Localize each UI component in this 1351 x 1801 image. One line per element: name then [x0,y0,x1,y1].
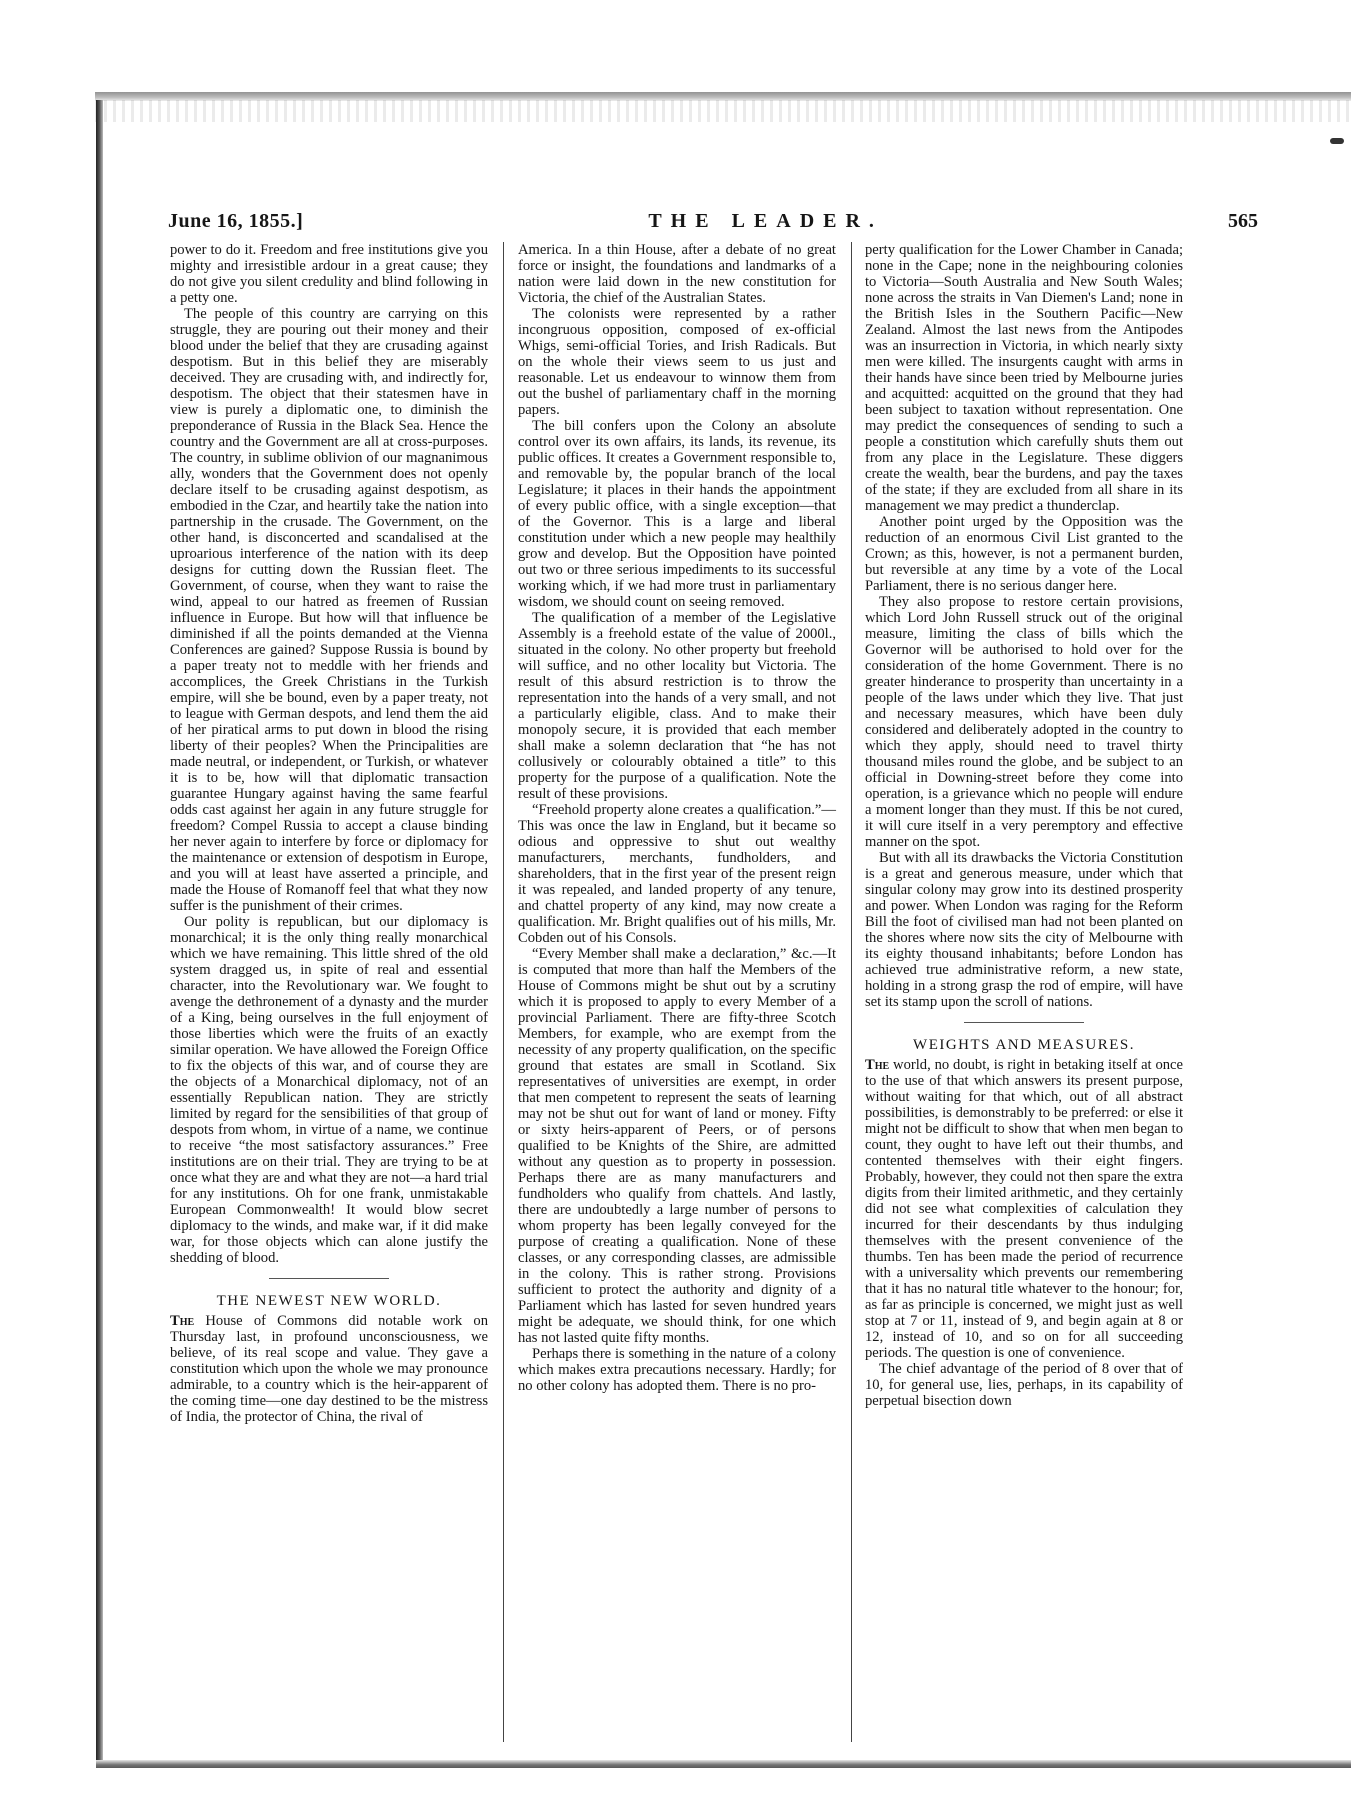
section-paragraph [170,1313,488,1425]
section-divider [269,1278,389,1279]
scan-edge-left [96,100,103,1760]
scan-shadow-top [95,100,1351,122]
paragraph: Our polity is republican, but our diplomacy is monarchical; it is the only thing really monarchical which we have remaining. This little shred of the old system dragged us, in spite of real and essential character, into the Revolutionary war. We fought to avenge the dethronement of a dynasty and the murder of a King, being ourselves in the full enjoyment of those liberties which were the fruits of an exactly similar operation. We have allowed the Foreign Office to fix the objects of this war, and of course they are the objects of a Monarchical diplomacy, not of an essentially Republican nation. They are strictly limited by regard for the sensibilities of that group of despots from whom, in virtue of a name, we continue to receive “the most satisfactory assurances.” Free institutions are on their trial. They are trying to be at once what they are and what they are not—a hard trial for any institutions. Oh for one frank, unmistakable European Commonwealth! It would blow secret diplomacy to the winds, and make war, if it did make war, for those objects which can alone justify the shedding of blood. [170,914,488,1266]
lead-word: The [865,1057,890,1073]
paragraph: power to do it. Freedom and free institutions give you mighty and irresistible ardour in a great cause; they do not give you silent credulity and blind following in a petty one. [170,242,488,306]
section-heading: WEIGHTS AND MEASURES. [913,1037,1135,1053]
paragraph: America. In a thin House, after a debate of no great force or insight, the foundations and landmarks of a nation were laid down in the new constitution for Victoria, the chief of the Australian States. [518,242,836,306]
ink-mark [1330,138,1344,144]
paragraph: “Freehold property alone creates a qualification.”—This was once the law in England, but it became so odious and oppressive to shut out wealthy manufacturers, merchants, fundholders, and shareholders, that in the first year of the present reign it was repealed, and landed property of any tenure, and chattel property of any kind, may now create a qualification. Mr. Bright qualifies out of his mills, Mr. Cobden out of his Consols. [518,802,836,946]
paragraph: They also propose to restore certain provisions, which Lord John Russell struck out of the original measure, limiting the class of bills which the Governor will be authorised to hold over for the consideration of the home Government. There is no greater hinderance to prosperity than uncertainty in a people of the laws under which they live. That just and necessary measures, which have been duly considered and deliberately adopted in the country to which they apply, should need to travel thirty thousand miles round the globe, and be subject to an official in Downing-street before they come into operation, is a grievance which no people will endure a moment longer than they must. If this be not cured, it will cure itself in a very peremptory and effective manner on the spot. [865,594,1183,850]
page-number: 565 [1227,210,1258,232]
column-2 [518,242,836,1394]
paragraph: perty qualification for the Lower Chamber in Canada; none in the Cape; none in the neighbouring colonies to Victoria—South Australia and New South Wales; none across the straits in Van Diemen's Land; none in the British Isles in the Southern Pacific—New Zealand. Almost the last news from the Antipodes was an insurrection in Victoria, in which nearly sixty men were killed. The insurgents caught with arms in their hands have since been tried by Melbourne juries and acquitted: acquitted on the ground that they had been subject to taxation without representation. One may predict the consequences of sending to such a people a constitution which carefully shuts them out from any place in the Legislature. These diggers create the wealth, bear the burdens, and pay the taxes of the state; if they are excluded from all share in its management we may predict a thunderclap. [865,242,1183,514]
scan-edge-bottom [96,1760,1351,1768]
section-divider [964,1022,1084,1023]
newspaper-title: THE LEADER. [648,210,883,232]
section-paragraph [865,1057,1183,1361]
paragraph: The bill confers upon the Colony an absolute control over its own affairs, its lands, its revenue, its public offices. It creates a Government responsible to, and removable by, the popular branch of the local Legislature; it places in their hands the appointment of every public office, with a single exception—that of the Governor. This is a large and liberal constitution under which a new people may healthily grow and develop. But the Opposition have pointed out two or three serious impediments to its successful working which, if we had more trust in parliamentary wisdom, we should count on seeing removed. [518,418,836,610]
column-divider [851,242,852,1742]
section-text: House of Commons did notable work on Thursday last, in profound unconsciousness, we believe, of its real scope and value. They gave a constitution which upon the whole we may pronounce admirable, to a country which is the heir-apparent of the coming time—one day destined to be the mistress of India, the protector of China, the rival of [170,1313,488,1425]
paragraph: Another point urged by the Opposition was the reduction of an enormous Civil List granted to the Crown; as this, however, is not a permanent burden, but reversible at any time by a vote of the Local Parliament, there is no serious danger here. [865,514,1183,594]
column-3 [865,242,1183,1409]
paragraph: “Every Member shall make a declaration,” &c.—It is computed that more than half the Members of the House of Commons might be shut out by a scrutiny which it is proposed to apply to every Member of a provincial Parliament. There are fifty-three Scotch Members, for example, who are exempt from the necessity of any property qualification, on the specific ground that estates are small in Scotland. Six representatives of universities are exempt, in order that men competent to represent the seats of learning may not be shut out for want of land or money. Fifty or sixty heirs-apparent of Peers, or of persons qualified to be Knights of the Shire, are admitted without any question as to property in possession. Perhaps there are as many manufacturers and fundholders who qualify from chattels. And lastly, there are undoubtedly a large number of persons to whom property has been legally conveyed for the purpose of creating a qualification. None of these classes, or any corresponding classes, are admissible in the colony. This is rather strong. Provisions sufficient to protect the authority and dignity of a Parliament which has lasted for seven hundred years might be adequate, we should think, for one which has not lasted quite fifty months. [518,946,836,1346]
paragraph: The qualification of a member of the Legislative Assembly is a freehold estate of the value of 2000l., situated in the colony. No other property but freehold will suffice, and no other locality but Victoria. The result of this absurd restriction is to throw the representation into the hands of a very small, and not a particularly eligible, class. And to make their monopoly secure, it is provided that each member shall make a solemn declaration that “he has not collusively or colourably obtained a title” to this property for the purpose of a qualification. Note the result of these provisions. [518,610,836,802]
section-heading: THE NEWEST NEW WORLD. [216,1293,442,1309]
paragraph: The people of this country are carrying on this struggle, they are pouring out their money and their blood under the belief that they are crusading against despotism. But in this belief they are miserably deceived. They are crusading with, and indirectly for, despotism. The object that their statesmen have in view is purely a diplomatic one, to diminish the preponderance of Russia in the Black Sea. Hence the country and the Government are all at cross-purposes. The country, in sublime oblivion of our magnanimous ally, wonders that the Government does not openly declare itself to be crusading against despotism, as embodied in the Czar, and heartily take the nation into partnership in the crusade. The Government, on the other hand, is disconcerted and scandalised at the uproarious interference of the nation with its deep designs for cutting down the Russian fleet. The Government, of course, when they want to raise the wind, appeal to our hatred as freemen of Russian influence in Europe. But how will that influence be diminished if all the points demanded at the Vienna Conferences are gained? Suppose Russia is bound by a paper treaty not to meddle with her friends and accomplices, the Greek Christians in the Turkish empire, will she be bound, even by a paper treaty, not to league with German despots, and lend them the aid of her piratical arms to put down in blood the rising liberty of their peoples? When the Principalities are made neutral, or independent, or Turkish, or whatever it is to be, how will that diplomatic transaction guarantee Hungary against having the same fearful odds cast against her again in any future struggle for freedom? Compel Russia to accept a clause binding her never again to interfere by force or diplomacy for the maintenance or extension of despotism in Europe, and you will at least have asserted a principle, and made the House of Romanoff feel that what they now suffer is the punishment of their crimes. [170,306,488,914]
paragraph: Perhaps there is something in the nature of a colony which makes extra precautions necessary. Hardly; for no other colony has adopted them. There is no pro- [518,1346,836,1394]
column-divider [503,242,504,1742]
paragraph: The colonists were represented by a rather incongruous opposition, composed of ex-official Whigs, semi-official Tories, and Irish Radicals. But on the whole their views seem to us just and reasonable. Let us endeavour to winnow them from out the bushel of parliamentary chaff in the morning papers. [518,306,836,418]
issue-date: June 16, 1855.] [168,210,304,232]
column-1 [170,242,488,1425]
lead-word: The [170,1313,195,1329]
section-text: world, no doubt, is right in betaking itself at once to the use of that which answers its present purpose, without waiting for that which, out of all abstract possibilities, is demonstrably to be preferred: or else it might not be difficult to show that when men began to count, they ought to have left out their thumbs, and contented themselves with their eight fingers. Probably, however, they could not then spare the extra digits from their limited arithmetic, and they certainly did not see what complexities of calculation they incurred for their descendants by thus indulging themselves with the present convenience of the thumbs. Ten has been made the period of recurrence with a universality which prevents our remembering that it has no natural title whatever to the honour; for, as far as principle is concerned, we might just as well stop at 7 or 11, instead of 9, and begin again at 8 or 12, instead of 10, and so on for all succeeding periods. The question is one of convenience. [865,1057,1183,1361]
paragraph: But with all its drawbacks the Victoria Constitution is a great and generous measure, under which that singular colony may grow into its destined prosperity and power. When London was raging for the Reform Bill the foot of civilised man had not been planted on the shores where now sits the city of Melbourne with its eighty thousand inhabitants; before London has achieved true administrative reform, a new state, holding in a strong grasp the rod of empire, will have set its stamp upon the scroll of nations. [865,850,1183,1010]
page-header [168,210,1258,240]
paragraph: The chief advantage of the period of 8 over that of 10, for general use, lies, perhaps, in its capability of perpetual bisection down [865,1361,1183,1409]
